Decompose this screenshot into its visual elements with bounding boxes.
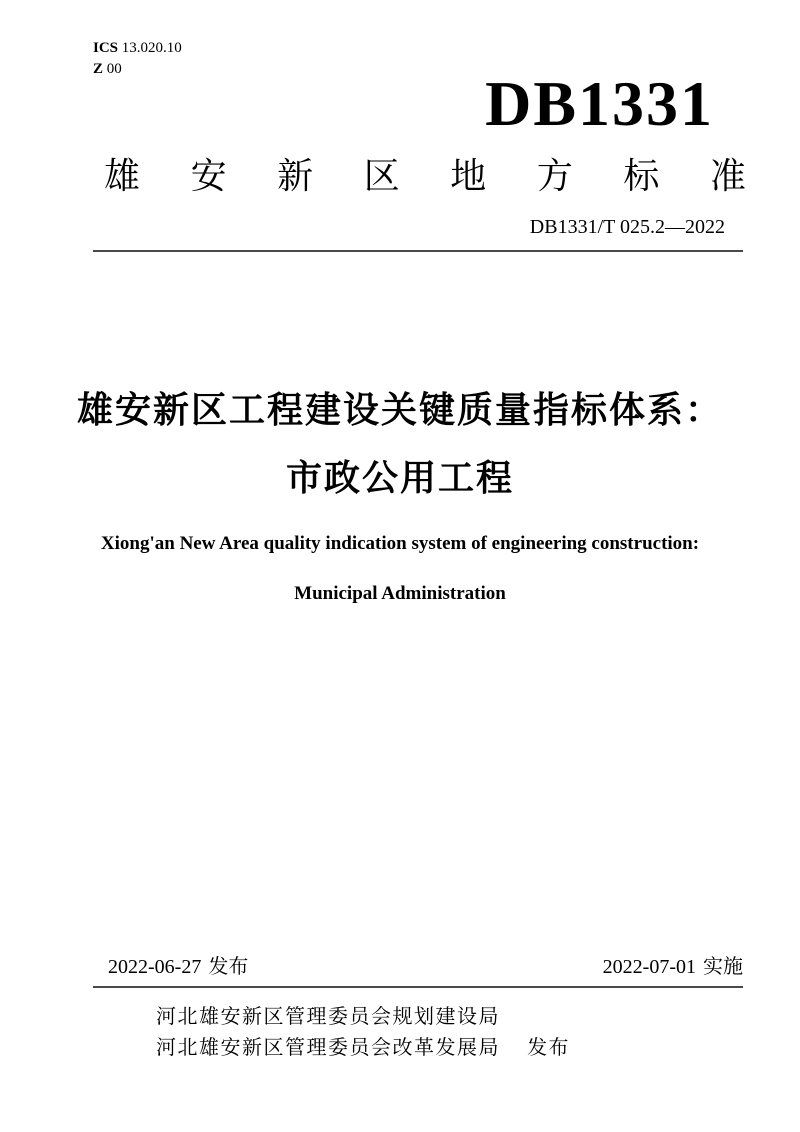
document-title-line-2: 市政公用工程 [285, 457, 514, 498]
implement-date-group [603, 954, 743, 980]
english-subtitle-line-2: Municipal Administration [294, 583, 506, 604]
standard-number: DB1331/T 025.2—2022 [529, 216, 725, 238]
footer-rule [93, 986, 743, 988]
publisher-line-2-text: 河北雄安新区管理委员会改革发展局 [156, 1037, 500, 1059]
standard-name-row [104, 154, 746, 198]
standard-name-char: 区 [363, 155, 400, 196]
ics-value: 13.020.10 [121, 40, 182, 56]
standard-name-char: 安 [190, 155, 227, 196]
implement-date: 2022-07-01 [602, 956, 696, 978]
standard-name-char: 方 [536, 155, 573, 196]
standard-name-char: 雄 [104, 155, 141, 196]
ics-code-line [93, 38, 182, 59]
publisher-line-2 [156, 1033, 570, 1064]
header-rule [93, 250, 743, 252]
dates-row [93, 954, 743, 980]
issue-label: 发布 [208, 956, 249, 978]
implement-label: 实施 [703, 956, 743, 978]
publisher-block [156, 1002, 570, 1064]
english-subtitle-line-1: Xiong'an New Area quality indication system of engineering construction: [100, 533, 700, 554]
ics-label: ICS [93, 40, 119, 56]
issue-date-group [108, 954, 248, 980]
publish-label: 发布 [527, 1037, 571, 1059]
standard-name-char: 标 [623, 155, 660, 196]
document-title-line-1: 雄安新区工程建设关键质量指标体系： [76, 389, 723, 430]
publisher-line-1: 河北雄安新区管理委员会规划建设局 [156, 1006, 500, 1028]
class-value: 00 [106, 61, 122, 77]
issue-date: 2022-06-27 [108, 956, 202, 978]
ics-classification-block [93, 38, 182, 80]
standard-name-char: 准 [709, 155, 746, 196]
standard-name-char: 新 [277, 155, 314, 196]
standard-name-char: 地 [450, 155, 487, 196]
standard-logo: DB1331 [485, 68, 714, 139]
class-label: Z [93, 61, 104, 77]
class-code-line [93, 59, 182, 80]
